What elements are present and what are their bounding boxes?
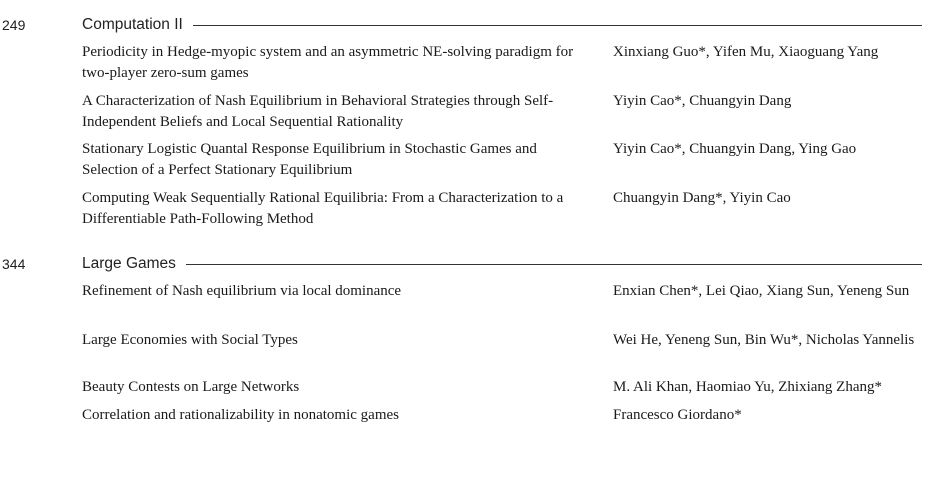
talk-title: Beauty Contests on Large Networks bbox=[82, 379, 300, 395]
talk-title: Refinement of Nash equilibrium via local dominance bbox=[82, 283, 402, 299]
talk-title: Stationary Logistic Quantal Response Equilibrium in Stochastic Games and Selection of a Perfect Stationary Equilibrium bbox=[82, 141, 537, 178]
talk-row bbox=[0, 281, 928, 323]
session-title: Computation II bbox=[82, 16, 183, 33]
talk-authors: M. Ali Khan, Haomiao Yu, Zhixiang Zhang* bbox=[613, 379, 882, 395]
talk-title: Periodicity in Hedge-myopic system and an asymmetric NE-solving paradigm for two-player zero-sum games bbox=[82, 44, 574, 81]
session-block bbox=[0, 253, 928, 423]
talk-title: Large Economies with Social Types bbox=[82, 332, 298, 348]
talk-row bbox=[0, 330, 928, 372]
session-title: Large Games bbox=[82, 255, 176, 272]
talk-authors: Yiyin Cao*, Chuangyin Dang, Ying Gao bbox=[613, 141, 857, 157]
talk-authors: Chuangyin Dang*, Yiyin Cao bbox=[613, 190, 791, 206]
talk-row bbox=[0, 405, 928, 426]
divider-rule bbox=[186, 264, 922, 265]
talk-title: A Characterization of Nash Equilibrium in Behavioral Strategies through Self-Independent Beliefs and Local Sequential Rationality bbox=[82, 93, 554, 130]
talk-authors: Wei He, Yeneng Sun, Bin Wu*, Nicholas Yannelis bbox=[613, 332, 915, 348]
talk-authors: Francesco Giordano* bbox=[613, 407, 742, 423]
talk-row bbox=[0, 139, 928, 181]
session-block bbox=[0, 14, 928, 227]
talk-title: Correlation and rationalizability in nonatomic games bbox=[82, 407, 399, 423]
session-title-row bbox=[82, 14, 922, 36]
talk-title: Computing Weak Sequentially Rational Equilibria: From a Characterization to a Differentiable Path-Following Method bbox=[82, 190, 564, 227]
divider-rule bbox=[193, 25, 922, 26]
session-header bbox=[0, 14, 928, 36]
session-number: 249 bbox=[2, 17, 26, 33]
talk-row bbox=[0, 377, 928, 398]
session-header bbox=[0, 253, 928, 275]
talk-authors: Xinxiang Guo*, Yifen Mu, Xiaoguang Yang bbox=[613, 44, 879, 60]
talk-row bbox=[0, 188, 928, 230]
talk-row bbox=[0, 42, 928, 84]
talk-authors: Enxian Chen*, Lei Qiao, Xiang Sun, Yeneng Sun bbox=[613, 283, 910, 299]
talk-authors: Yiyin Cao*, Chuangyin Dang bbox=[613, 93, 792, 109]
session-title-row bbox=[82, 253, 922, 275]
talk-row bbox=[0, 91, 928, 133]
session-number: 344 bbox=[2, 256, 26, 272]
